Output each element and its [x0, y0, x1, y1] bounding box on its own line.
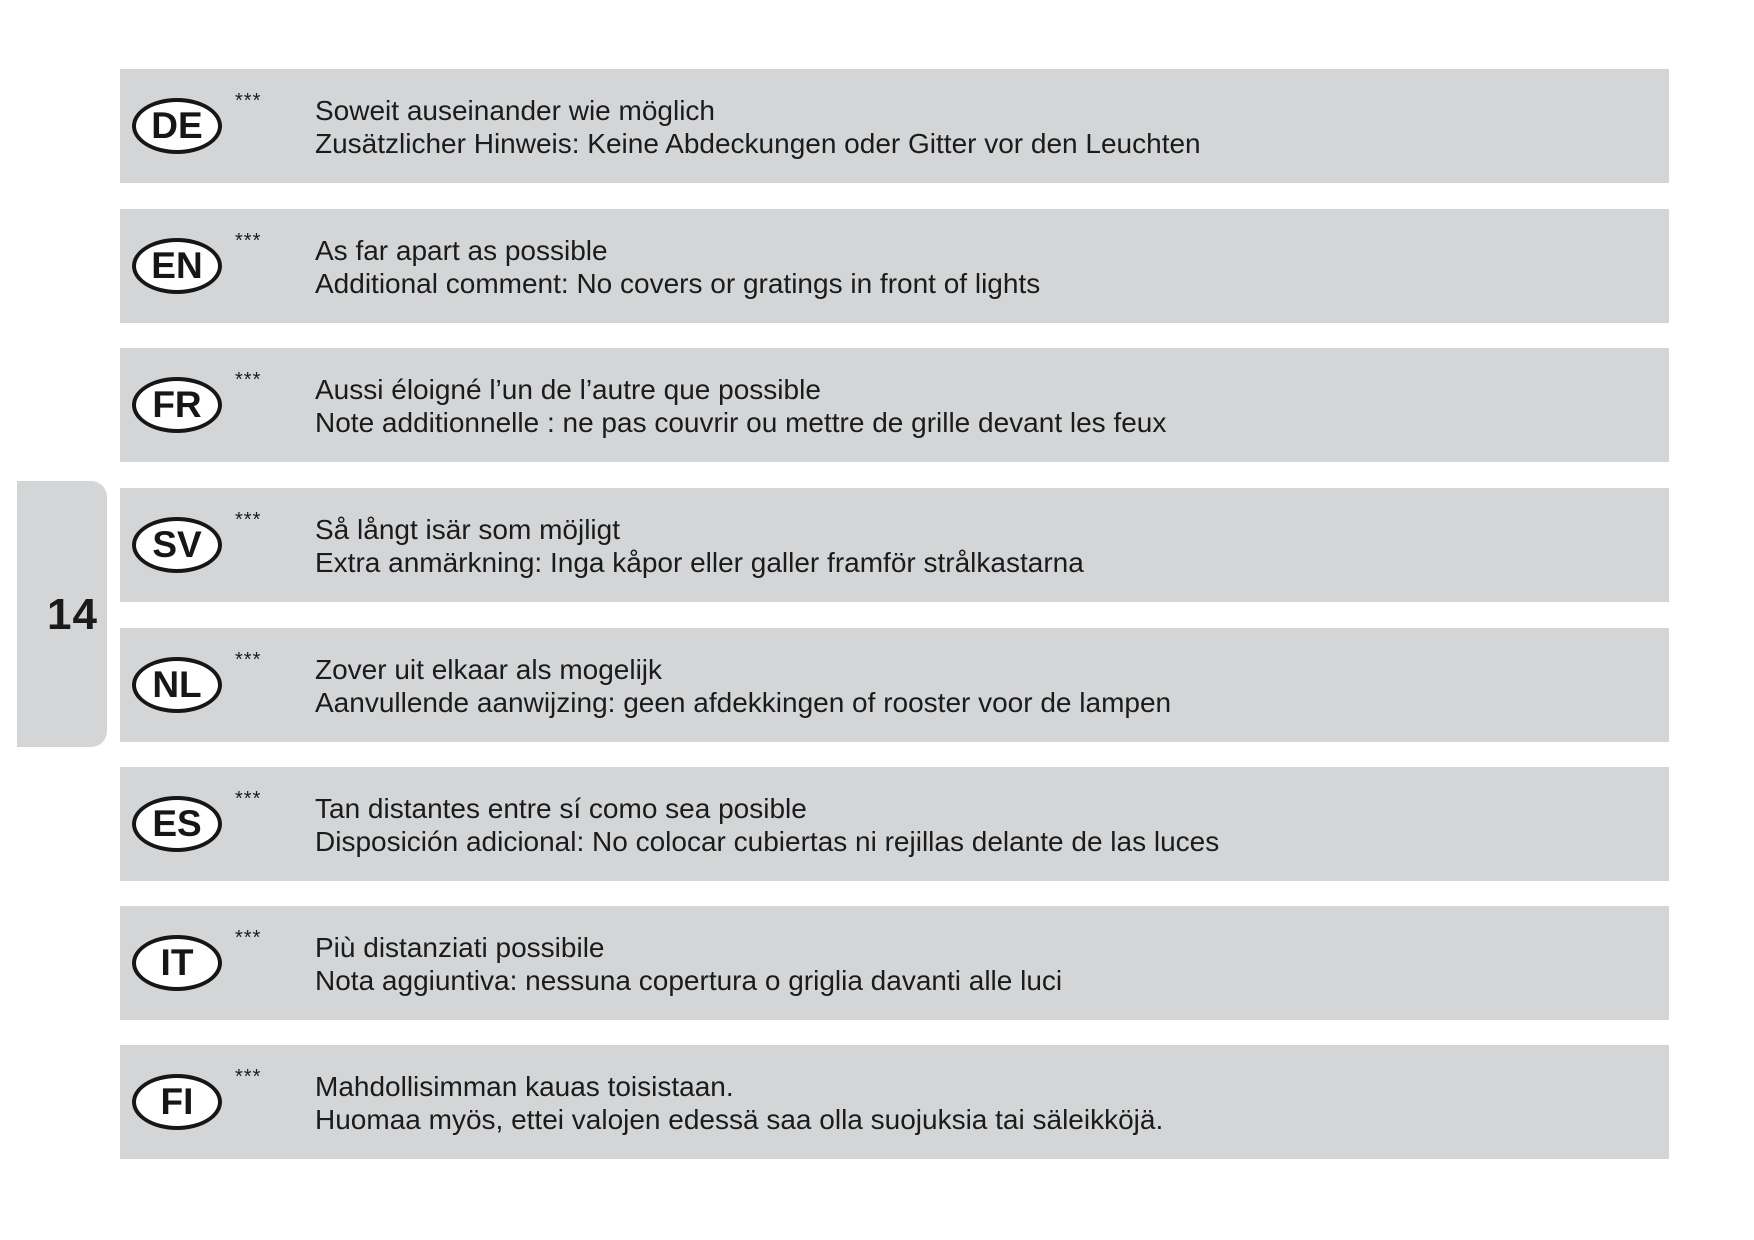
instruction-line-1: As far apart as possible	[315, 235, 608, 266]
language-badge-es: ES	[132, 796, 222, 852]
instruction-line-1: Più distanziati possibile	[315, 932, 605, 963]
row-fr	[120, 348, 1669, 462]
language-badge-fr: FR	[132, 377, 222, 433]
row-nl	[120, 628, 1669, 742]
instruction-text	[315, 792, 1219, 858]
instruction-line-2: Nota aggiuntiva: nessuna copertura o griglia davanti alle luci	[315, 965, 1063, 996]
language-badge-fi: FI	[132, 1074, 222, 1130]
footnote-marker: ***	[235, 509, 262, 531]
instruction-line-2: Extra anmärkning: Inga kåpor eller galler framför strålkastarna	[315, 547, 1084, 578]
instruction-text	[315, 1070, 1163, 1136]
footnote-marker: ***	[235, 369, 262, 391]
instruction-line-1: Zover uit elkaar als mogelijk	[315, 654, 663, 685]
instruction-line-1: Aussi éloigné l’un de l’autre que possible	[315, 374, 821, 405]
instruction-line-2: Aanvullende aanwijzing: geen afdekkingen of rooster voor de lampen	[315, 687, 1172, 718]
instruction-line-2: Disposición adicional: No colocar cubiertas ni rejillas delante de las luces	[315, 826, 1220, 857]
row-de	[120, 69, 1669, 183]
instruction-text	[315, 653, 1171, 719]
row-en	[120, 209, 1669, 323]
instruction-line-1: Tan distantes entre sí como sea posible	[315, 793, 807, 824]
language-badge-nl: NL	[132, 657, 222, 713]
instruction-text	[315, 234, 1040, 300]
row-sv	[120, 488, 1669, 602]
row-es	[120, 767, 1669, 881]
footnote-marker: ***	[235, 230, 262, 252]
row-fi	[120, 1045, 1669, 1159]
instruction-line-2: Additional comment: No covers or gratings in front of lights	[315, 268, 1041, 299]
instruction-text	[315, 931, 1062, 997]
footnote-marker: ***	[235, 90, 262, 112]
page-number: 14	[47, 590, 98, 639]
footnote-marker: ***	[235, 649, 262, 671]
language-badge-de: DE	[132, 98, 222, 154]
footnote-marker: ***	[235, 927, 262, 949]
instruction-line-2: Note additionnelle : ne pas couvrir ou mettre de grille devant les feux	[315, 407, 1167, 438]
instruction-line-1: Mahdollisimman kauas toisistaan.	[315, 1071, 734, 1102]
language-badge-en: EN	[132, 238, 222, 294]
instruction-line-1: Soweit auseinander wie möglich	[315, 95, 715, 126]
instruction-line-1: Så långt isär som möjligt	[315, 514, 621, 545]
instruction-text	[315, 513, 1084, 579]
instruction-text	[315, 94, 1201, 160]
page-number-tab	[17, 481, 107, 747]
row-it	[120, 906, 1669, 1020]
language-badge-sv: SV	[132, 517, 222, 573]
instruction-text	[315, 373, 1166, 439]
language-badge-it: IT	[132, 935, 222, 991]
footnote-marker: ***	[235, 788, 262, 810]
footnote-marker: ***	[235, 1066, 262, 1088]
instruction-line-2: Huomaa myös, ettei valojen edessä saa olla suojuksia tai säleikköjä.	[315, 1104, 1164, 1135]
instruction-line-2: Zusätzlicher Hinweis: Keine Abdeckungen oder Gitter vor den Leuchten	[315, 128, 1201, 159]
